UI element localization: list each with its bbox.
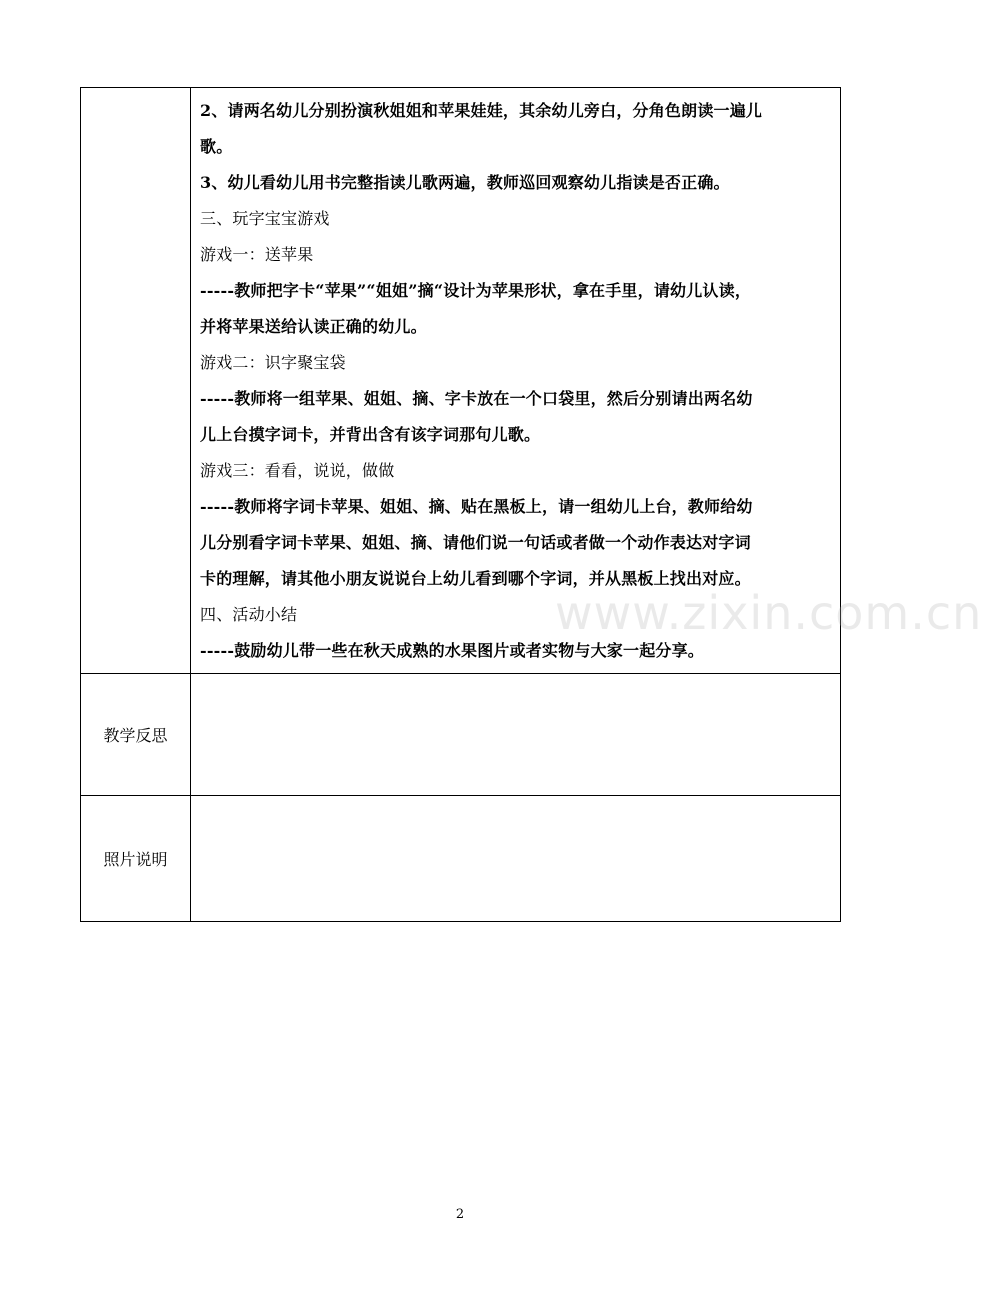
reflection-row: [81, 674, 841, 796]
reflection-content-cell[interactable]: [191, 674, 841, 796]
page-number: 2: [455, 1207, 465, 1222]
activity-content-cell: [191, 88, 841, 674]
activity-row: [81, 88, 841, 674]
content-line: 3、幼儿看幼儿用书完整指读儿歌两遍，教师巡回观察幼儿指读是否正确。: [200, 173, 730, 192]
section-heading: 四、活动小结: [200, 605, 298, 624]
content-line: 2、请两名幼儿分别扮演秋姐姐和苹果娃娃，其余幼儿旁白，分角色朗读一遍儿: [200, 101, 763, 120]
photo-label: 照片说明: [81, 796, 191, 922]
game-title: 游戏三：看看，说说，做做: [200, 461, 395, 480]
game-title: 游戏一：送苹果: [200, 245, 314, 264]
content-line: -----教师把字卡“苹果”“姐姐”摘“设计为苹果形状，拿在手里，请幼儿认读，: [200, 281, 752, 300]
activity-label-cell: [81, 88, 191, 674]
lesson-plan-table: [80, 87, 841, 922]
watermark: www.zixin.com.cn: [555, 586, 982, 640]
content-line: 儿分别看字词卡苹果、姐姐、摘、请他们说一句话或者做一个动作表达对字词: [200, 533, 751, 552]
photo-row: [81, 796, 841, 922]
game-title: 游戏二：识字聚宝袋: [200, 353, 346, 372]
content-line: -----教师将一组苹果、姐姐、摘、字卡放在一个口袋里，然后分别请出两名幼: [200, 389, 753, 408]
photo-content-cell[interactable]: [191, 796, 841, 922]
content-line: 儿上台摸字词卡，并背出含有该字词那句儿歌。: [200, 425, 541, 444]
content-line: -----教师将字词卡苹果、姐姐、摘、贴在黑板上，请一组幼儿上台，教师给幼: [200, 497, 753, 516]
content-line: 歌。: [200, 137, 233, 156]
content-line: 并将苹果送给认读正确的幼儿。: [200, 317, 427, 336]
content-line: 卡的理解，请其他小朋友说说台上幼儿看到哪个字词，并从黑板上找出对应。: [200, 569, 751, 588]
reflection-label: 教学反思: [81, 674, 191, 796]
section-heading: 三、玩字宝宝游戏: [200, 209, 330, 228]
content-line: -----鼓励幼儿带一些在秋天成熟的水果图片或者实物与大家一起分享。: [200, 641, 705, 660]
